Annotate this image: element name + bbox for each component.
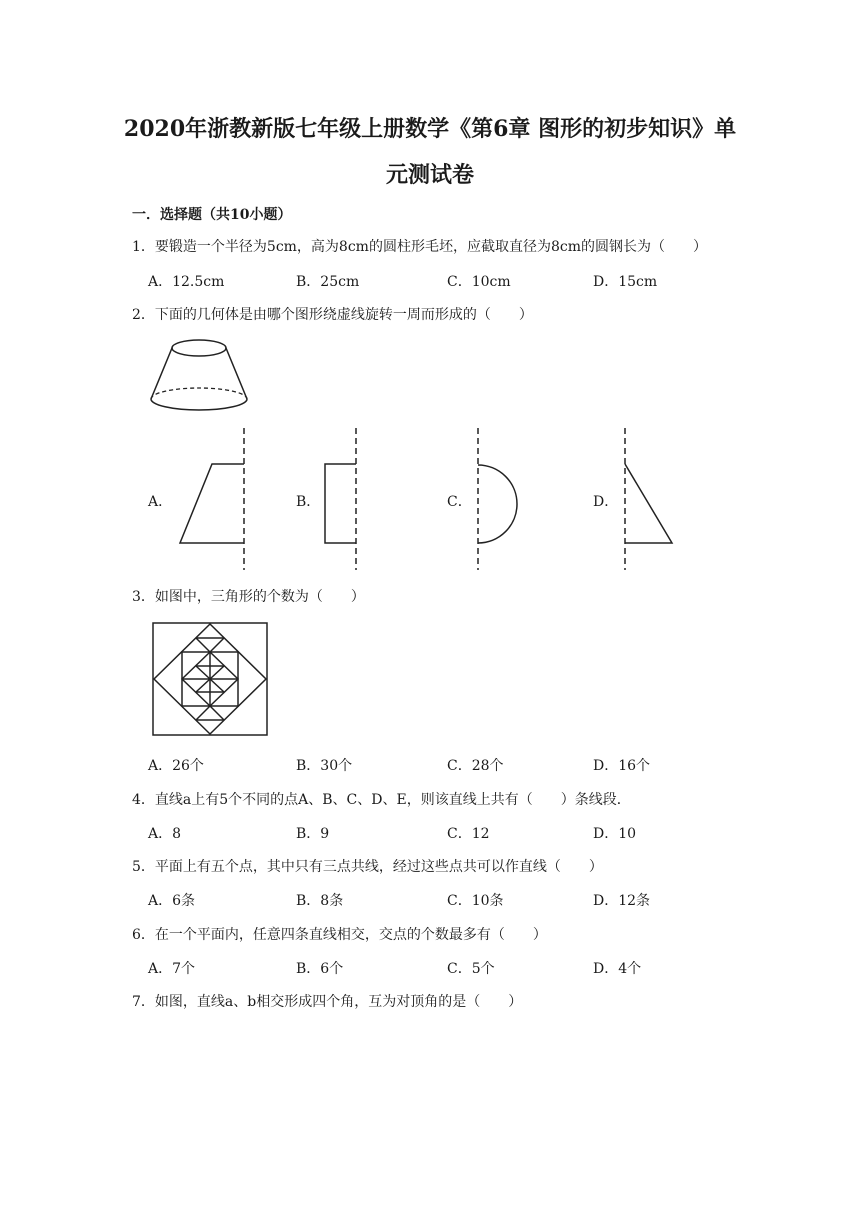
option-d-triangle-figure[interactable] — [618, 426, 680, 572]
q1-option-b[interactable]: B．25cm — [296, 274, 360, 290]
q2-option-d[interactable]: D． — [593, 494, 619, 510]
q4-option-b[interactable]: B．9 — [296, 826, 330, 842]
question-1-stem: 1．要锻造一个半径为5cm，高为8cm的圆柱形毛坯，应截取直径为8cm的圆钢长为（ ） — [132, 239, 707, 255]
q1-option-a[interactable]: A．12.5cm — [148, 274, 225, 290]
q2-option-b[interactable]: B． — [296, 494, 321, 510]
q3-option-a[interactable]: A．26个 — [148, 758, 204, 774]
question-6-stem: 6．在一个平面内，任意四条直线相交，交点的个数最多有（ ） — [132, 927, 547, 943]
frustum-figure — [146, 332, 252, 418]
option-a-trapezoid-figure[interactable] — [174, 426, 254, 572]
question-4-stem: 4．直线a上有5个不同的点A、B、C、D、E，则该直线上共有（ ）条线段． — [132, 792, 631, 808]
q3-option-b[interactable]: B．30个 — [296, 758, 353, 774]
option-b-rectangle-figure[interactable] — [320, 426, 368, 572]
section-heading: 一．选择题（共10小题） — [132, 207, 292, 223]
question-7-stem: 7．如图，直线a、b相交形成四个角，互为对顶角的是（ ） — [132, 994, 523, 1010]
q3-option-c[interactable]: C．28个 — [447, 758, 504, 774]
document-title-line2: 元测试卷 — [385, 162, 474, 188]
q1-option-c[interactable]: C．10cm — [447, 274, 511, 290]
q3-option-d[interactable]: D．16个 — [593, 758, 651, 774]
q2-option-c[interactable]: C． — [447, 494, 472, 510]
q6-option-c[interactable]: C．5个 — [447, 961, 495, 977]
q6-option-a[interactable]: A．7个 — [148, 961, 196, 977]
question-2-stem: 2．下面的几何体是由哪个图形绕虚线旋转一周而形成的（ ） — [132, 307, 533, 323]
q4-option-c[interactable]: C．12 — [447, 826, 490, 842]
q5-option-b[interactable]: B．8条 — [296, 893, 344, 909]
q2-option-a[interactable]: A． — [148, 494, 173, 510]
question-5-stem: 5．平面上有五个点，其中只有三点共线，经过这些点共可以作直线（ ） — [132, 859, 603, 875]
q1-option-d[interactable]: D．15cm — [593, 274, 658, 290]
q5-option-d[interactable]: D．12条 — [593, 893, 651, 909]
q6-option-d[interactable]: D．4个 — [593, 961, 642, 977]
question-3-stem: 3．如图中，三角形的个数为（ ） — [132, 589, 365, 605]
q4-option-d[interactable]: D．10 — [593, 826, 637, 842]
q5-option-c[interactable]: C．10条 — [447, 893, 504, 909]
nested-triangles-figure — [151, 621, 269, 737]
document-title-line1: 2020年浙教新版七年级上册数学《第6章 图形的初步知识》单 — [123, 116, 737, 142]
option-c-semicircle-figure[interactable] — [470, 426, 526, 572]
q5-option-a[interactable]: A．6条 — [148, 893, 196, 909]
q6-option-b[interactable]: B．6个 — [296, 961, 344, 977]
q4-option-a[interactable]: A．8 — [148, 826, 182, 842]
